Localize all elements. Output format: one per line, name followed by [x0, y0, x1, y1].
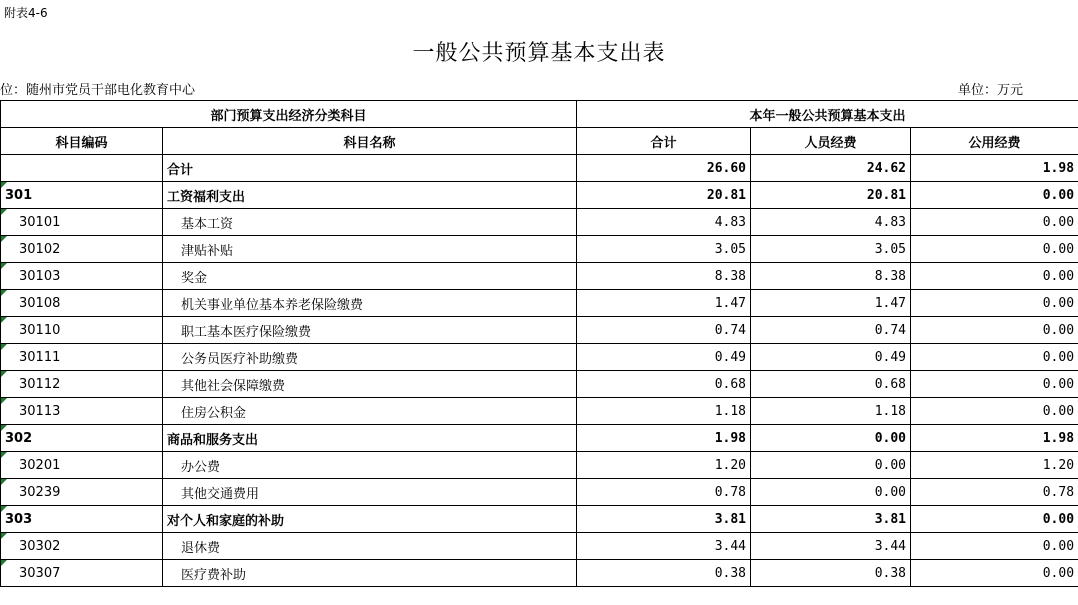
row-code: 30112 — [1, 371, 163, 398]
row-name: 津贴补贴 — [163, 236, 577, 263]
currency-unit: 单位：万元 — [958, 83, 1024, 98]
row-personnel: 24.62 — [751, 155, 911, 182]
row-code: 30113 — [1, 398, 163, 425]
row-name: 商品和服务支出 — [163, 425, 577, 452]
row-personnel: 0.00 — [751, 479, 911, 506]
header-total: 合计 — [577, 128, 751, 155]
table-row — [1, 236, 1078, 263]
table-row — [1, 155, 1078, 182]
row-code: 302 — [1, 425, 163, 452]
row-public: 0.00 — [911, 506, 1078, 533]
row-name: 公务员医疗补助缴费 — [163, 344, 577, 371]
row-code: 30110 — [1, 317, 163, 344]
row-public: 0.00 — [911, 209, 1078, 236]
table-row — [1, 533, 1078, 560]
row-public: 1.98 — [911, 425, 1078, 452]
row-code: 30201 — [1, 452, 163, 479]
row-personnel: 4.83 — [751, 209, 911, 236]
table-row — [1, 263, 1078, 290]
header-public: 公用经费 — [911, 128, 1078, 155]
row-total: 3.05 — [577, 236, 751, 263]
row-public: 0.00 — [911, 263, 1078, 290]
table-row — [1, 479, 1078, 506]
row-name: 医疗费补助 — [163, 560, 577, 587]
row-total: 1.47 — [577, 290, 751, 317]
unit-name: 位：随州市党员干部电化教育中心 — [0, 83, 196, 98]
row-code — [1, 155, 163, 182]
row-personnel: 0.00 — [751, 425, 911, 452]
row-public: 0.00 — [911, 371, 1078, 398]
row-public: 0.78 — [911, 479, 1078, 506]
row-personnel: 3.81 — [751, 506, 911, 533]
row-code: 301 — [1, 182, 163, 209]
row-personnel: 0.49 — [751, 344, 911, 371]
row-total: 0.49 — [577, 344, 751, 371]
table-row — [1, 560, 1078, 587]
row-public: 0.00 — [911, 560, 1078, 587]
table-row — [1, 209, 1078, 236]
page-title: 一般公共预算基本支出表 — [412, 41, 666, 66]
table-row — [1, 371, 1078, 398]
row-personnel: 0.74 — [751, 317, 911, 344]
row-total: 3.44 — [577, 533, 751, 560]
row-public: 1.20 — [911, 452, 1078, 479]
row-name: 退休费 — [163, 533, 577, 560]
row-name: 其他交通费用 — [163, 479, 577, 506]
table-row — [1, 182, 1078, 209]
row-total: 1.18 — [577, 398, 751, 425]
row-total: 3.81 — [577, 506, 751, 533]
header-column-row — [1, 128, 1078, 155]
row-public: 0.00 — [911, 533, 1078, 560]
row-personnel: 0.68 — [751, 371, 911, 398]
row-name: 其他社会保障缴费 — [163, 371, 577, 398]
row-public: 0.00 — [911, 344, 1078, 371]
table-row — [1, 344, 1078, 371]
row-public: 0.00 — [911, 182, 1078, 209]
row-code: 30108 — [1, 290, 163, 317]
row-personnel: 0.38 — [751, 560, 911, 587]
row-public: 0.00 — [911, 398, 1078, 425]
row-name: 办公费 — [163, 452, 577, 479]
row-name: 住房公积金 — [163, 398, 577, 425]
header-econ-classification: 部门预算支出经济分类科目 — [1, 101, 577, 128]
row-personnel: 1.47 — [751, 290, 911, 317]
row-personnel: 1.18 — [751, 398, 911, 425]
row-total: 1.20 — [577, 452, 751, 479]
table-note: 附表4-6 — [4, 6, 48, 20]
table-row — [1, 290, 1078, 317]
row-personnel: 8.38 — [751, 263, 911, 290]
row-code: 30302 — [1, 533, 163, 560]
header-basic-expenditure: 本年一般公共预算基本支出 — [577, 101, 1078, 128]
row-name: 职工基本医疗保险缴费 — [163, 317, 577, 344]
row-code: 30307 — [1, 560, 163, 587]
row-total: 0.68 — [577, 371, 751, 398]
row-code: 30101 — [1, 209, 163, 236]
header-code: 科目编码 — [1, 128, 163, 155]
table-row — [1, 398, 1078, 425]
row-total: 26.60 — [577, 155, 751, 182]
row-public: 0.00 — [911, 317, 1078, 344]
row-code: 30239 — [1, 479, 163, 506]
row-code: 30103 — [1, 263, 163, 290]
row-personnel: 3.05 — [751, 236, 911, 263]
row-personnel: 20.81 — [751, 182, 911, 209]
table-row — [1, 425, 1078, 452]
table-row — [1, 452, 1078, 479]
row-total: 4.83 — [577, 209, 751, 236]
row-name: 合计 — [163, 155, 577, 182]
row-total: 0.38 — [577, 560, 751, 587]
row-public: 0.00 — [911, 236, 1078, 263]
row-code: 30111 — [1, 344, 163, 371]
row-personnel: 3.44 — [751, 533, 911, 560]
row-personnel: 0.00 — [751, 452, 911, 479]
row-code: 30102 — [1, 236, 163, 263]
row-public: 0.00 — [911, 290, 1078, 317]
row-total: 0.78 — [577, 479, 751, 506]
row-total: 20.81 — [577, 182, 751, 209]
row-code: 303 — [1, 506, 163, 533]
row-total: 8.38 — [577, 263, 751, 290]
header-name: 科目名称 — [163, 128, 577, 155]
row-name: 工资福利支出 — [163, 182, 577, 209]
header-personnel: 人员经费 — [751, 128, 911, 155]
row-total: 0.74 — [577, 317, 751, 344]
row-name: 基本工资 — [163, 209, 577, 236]
row-public: 1.98 — [911, 155, 1078, 182]
budget-table — [0, 100, 1078, 587]
table-row — [1, 317, 1078, 344]
row-total: 1.98 — [577, 425, 751, 452]
header-group-row — [1, 101, 1078, 128]
table-row — [1, 506, 1078, 533]
row-name: 奖金 — [163, 263, 577, 290]
row-name: 对个人和家庭的补助 — [163, 506, 577, 533]
row-name: 机关事业单位基本养老保险缴费 — [163, 290, 577, 317]
